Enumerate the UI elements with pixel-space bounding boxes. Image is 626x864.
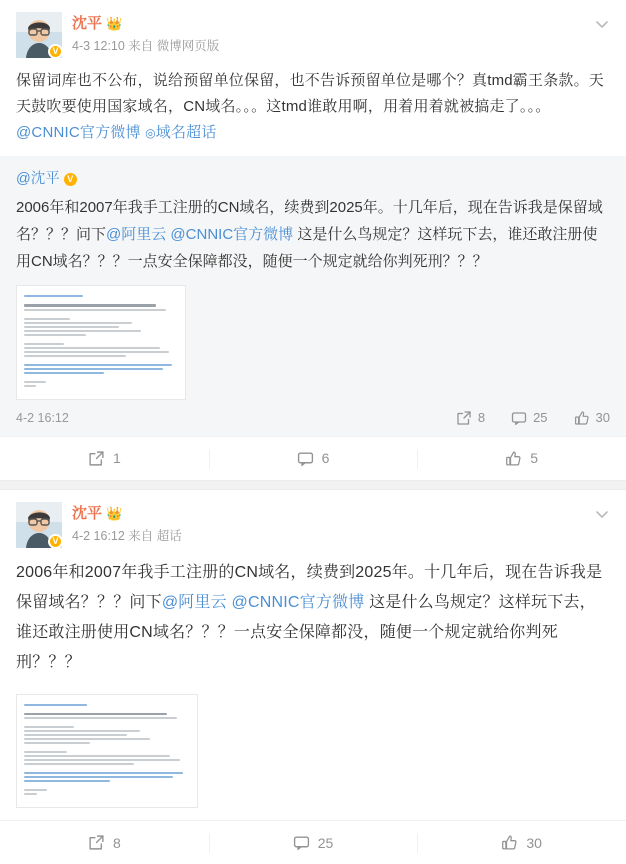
post-card bbox=[0, 490, 626, 864]
post-text bbox=[16, 66, 610, 152]
post-text-segment-2: 这是什么鸟规定？这样玩下去，谁还敢注册使用CN域名？？？一点安全保障都没，随便一个规定就给你判死刑？？？ bbox=[16, 594, 596, 671]
attached-screenshot-thumbnail[interactable] bbox=[16, 694, 198, 809]
share-count: 8 bbox=[113, 835, 121, 851]
verified-badge: V bbox=[48, 534, 63, 549]
retweet-author-name: @沈平 bbox=[16, 168, 60, 190]
share-button[interactable] bbox=[0, 437, 209, 480]
share-icon bbox=[456, 410, 472, 426]
comment-icon bbox=[511, 410, 527, 426]
feed-divider bbox=[0, 480, 626, 490]
comment-count: 25 bbox=[533, 410, 547, 425]
like-button[interactable] bbox=[574, 410, 610, 426]
mention-link[interactable]: @CNNIC官方微博 bbox=[16, 124, 141, 141]
mention-link[interactable]: @阿里云 bbox=[162, 594, 227, 611]
post-action-bar bbox=[0, 820, 626, 864]
like-icon bbox=[574, 410, 590, 426]
post-text-segment: 保留词库也不公布，说给预留单位保留，也不告诉预留单位是哪个？真tmd霸王条款。天天鼓吹要使用国家域名，CN域名。。。这tmd谁敢用啊，用着用着就被搞走了。。。 bbox=[16, 72, 604, 115]
comment-count: 25 bbox=[318, 835, 334, 851]
retweet-text-segment: 2006年和2007年我手工注册的CN域名，续费到2025年。十几年后，现在告诉我是保留域名？？？问下 bbox=[16, 199, 603, 243]
like-count: 5 bbox=[530, 450, 538, 466]
username[interactable] bbox=[72, 14, 584, 34]
share-icon bbox=[88, 450, 105, 467]
post-header bbox=[16, 12, 610, 66]
like-count: 30 bbox=[526, 835, 542, 851]
post-timestamp-source: 4-3 12:10 来自 微博网页版 bbox=[72, 37, 584, 55]
retweet-actions bbox=[456, 410, 610, 426]
retweet-footer bbox=[16, 410, 610, 426]
retweet-timestamp: 4-2 16:12 bbox=[16, 411, 69, 425]
username-text: 沈平 bbox=[72, 14, 102, 34]
share-icon bbox=[88, 834, 105, 851]
mention-link[interactable]: @CNNIC官方微博 bbox=[170, 226, 293, 243]
chevron-down-icon[interactable] bbox=[594, 502, 610, 522]
verified-badge: V bbox=[48, 44, 63, 59]
username-text: 沈平 bbox=[72, 504, 102, 524]
like-button[interactable] bbox=[417, 821, 626, 864]
comment-icon bbox=[293, 834, 310, 851]
share-count: 1 bbox=[113, 450, 121, 466]
topic-icon: ◎ bbox=[145, 126, 156, 140]
post-header bbox=[16, 502, 610, 556]
comment-button[interactable] bbox=[209, 821, 418, 864]
retweet-text bbox=[16, 194, 610, 275]
share-count: 8 bbox=[478, 410, 485, 425]
comment-count: 6 bbox=[322, 450, 330, 466]
share-button[interactable] bbox=[456, 410, 485, 426]
post-action-bar bbox=[0, 436, 626, 480]
post-text bbox=[16, 556, 610, 684]
post-timestamp-source: 4-2 16:12 来自 超话 bbox=[72, 527, 584, 545]
like-button[interactable] bbox=[417, 437, 626, 480]
mention-link[interactable]: @CNNIC官方微博 bbox=[232, 594, 365, 611]
like-icon bbox=[501, 834, 518, 851]
comment-button[interactable] bbox=[209, 437, 418, 480]
crown-icon: 👑 bbox=[106, 504, 122, 524]
like-count: 30 bbox=[596, 410, 610, 425]
avatar[interactable] bbox=[16, 12, 62, 58]
topic-link[interactable] bbox=[145, 124, 216, 141]
chevron-down-icon[interactable] bbox=[594, 12, 610, 32]
share-button[interactable] bbox=[0, 821, 209, 864]
post-meta-block bbox=[72, 12, 584, 55]
avatar[interactable] bbox=[16, 502, 62, 548]
verified-badge: V bbox=[64, 173, 77, 186]
post-meta-block bbox=[72, 502, 584, 545]
crown-icon: 👑 bbox=[106, 14, 122, 34]
attached-screenshot-thumbnail[interactable] bbox=[16, 285, 186, 400]
comment-icon bbox=[297, 450, 314, 467]
retweet-text-segment-2: 这是什么鸟规定？这样玩下去，谁还敢注册使用CN域名？？？一点安全保障都没，随便一个规定就给你判死刑？？？ bbox=[16, 226, 597, 270]
mention-link[interactable]: @阿里云 bbox=[106, 226, 166, 243]
retweet-author[interactable] bbox=[16, 168, 610, 190]
retweet-card[interactable] bbox=[0, 156, 626, 436]
like-icon bbox=[505, 450, 522, 467]
topic-label: 域名超话 bbox=[156, 124, 217, 141]
post-text-segment: 2006年和2007年我手工注册的CN域名，续费到2025年。十几年后，现在告诉我是保留域名？？？问下 bbox=[16, 564, 602, 611]
comment-button[interactable] bbox=[511, 410, 547, 426]
username[interactable] bbox=[72, 504, 584, 524]
